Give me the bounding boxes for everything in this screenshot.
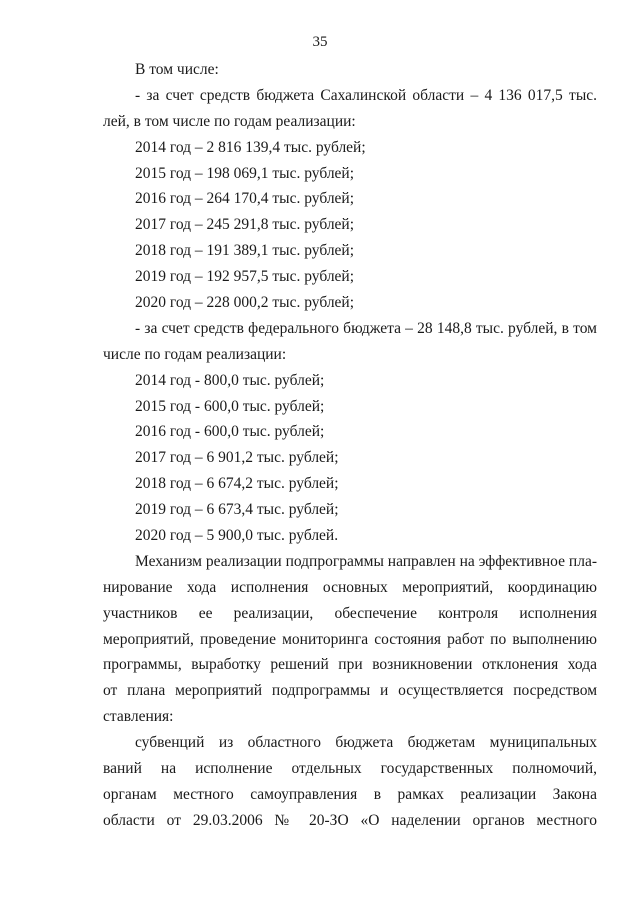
federal-budget-line: - за счет средств федерального бюджета – 28 148,8 тыс. рублей, в том: [135, 319, 597, 337]
subvention-paragraph-line: органам местного самоуправления в рамках реализации Закона: [103, 785, 597, 803]
mechanism-paragraph-line: мероприятий, проведение мониторинга состояния работ по выполнению: [103, 630, 597, 648]
regional-year-item: 2020 год – 228 000,2 тыс. рублей;: [135, 294, 355, 312]
regional-budget-line-cont: лей, в том числе по годам реализации:: [103, 112, 356, 130]
mechanism-paragraph-line: от плана мероприятий подпрограммы и осуществляется посредством: [103, 682, 597, 700]
intro-line: В том числе:: [135, 61, 219, 78]
federal-year-item: 2020 год – 5 900,0 тыс. рублей.: [135, 527, 339, 545]
mechanism-paragraph-line: программы, выработку решений при возникновении отклонения хода: [103, 656, 597, 674]
mechanism-paragraph-line: Механизм реализации подпрограммы направлен на эффективное пла-: [135, 552, 597, 570]
page-body: [103, 57, 597, 834]
subvention-paragraph-line: области от 29.03.2006 № 20-ЗО «О наделении органов местного: [103, 811, 597, 829]
federal-budget-line-cont: числе по годам реализации:: [103, 345, 287, 363]
mechanism-paragraph-line: нирование хода исполнения основных мероприятий, координацию: [103, 578, 597, 596]
regional-budget-line: - за счет средств бюджета Сахалинской области – 4 136 017,5 тыс.: [135, 86, 597, 104]
regional-year-item: 2015 год – 198 069,1 тыс. рублей;: [135, 164, 355, 182]
federal-year-item: 2014 год - 800,0 тыс. рублей;: [135, 371, 325, 389]
federal-year-item: 2015 год - 600,0 тыс. рублей;: [135, 397, 325, 415]
federal-year-item: 2016 год - 600,0 тыс. рублей;: [135, 423, 325, 441]
mechanism-paragraph-line: участников ее реализации, обеспечение контроля исполнения: [103, 604, 597, 622]
page-number: 35: [312, 34, 328, 50]
federal-year-item: 2017 год – 6 901,2 тыс. рублей;: [135, 449, 339, 467]
regional-year-item: 2019 год – 192 957,5 тыс. рублей;: [135, 268, 355, 286]
regional-year-item: 2017 год – 245 291,8 тыс. рублей;: [135, 216, 355, 234]
regional-year-item: 2014 год – 2 816 139,4 тыс. рублей;: [135, 138, 366, 156]
mechanism-paragraph-line: ставления:: [103, 708, 174, 726]
regional-year-item: 2016 год – 264 170,4 тыс. рублей;: [135, 190, 355, 208]
federal-year-item: 2019 год – 6 673,4 тыс. рублей;: [135, 501, 339, 519]
regional-year-item: 2018 год – 191 389,1 тыс. рублей;: [135, 242, 355, 260]
subvention-paragraph-line: ваний на исполнение отдельных государственных полномочий,: [103, 760, 597, 778]
federal-year-item: 2018 год – 6 674,2 тыс. рублей;: [135, 475, 339, 493]
subvention-paragraph-line: субвенций из областного бюджета бюджетам муниципальных: [135, 734, 597, 752]
